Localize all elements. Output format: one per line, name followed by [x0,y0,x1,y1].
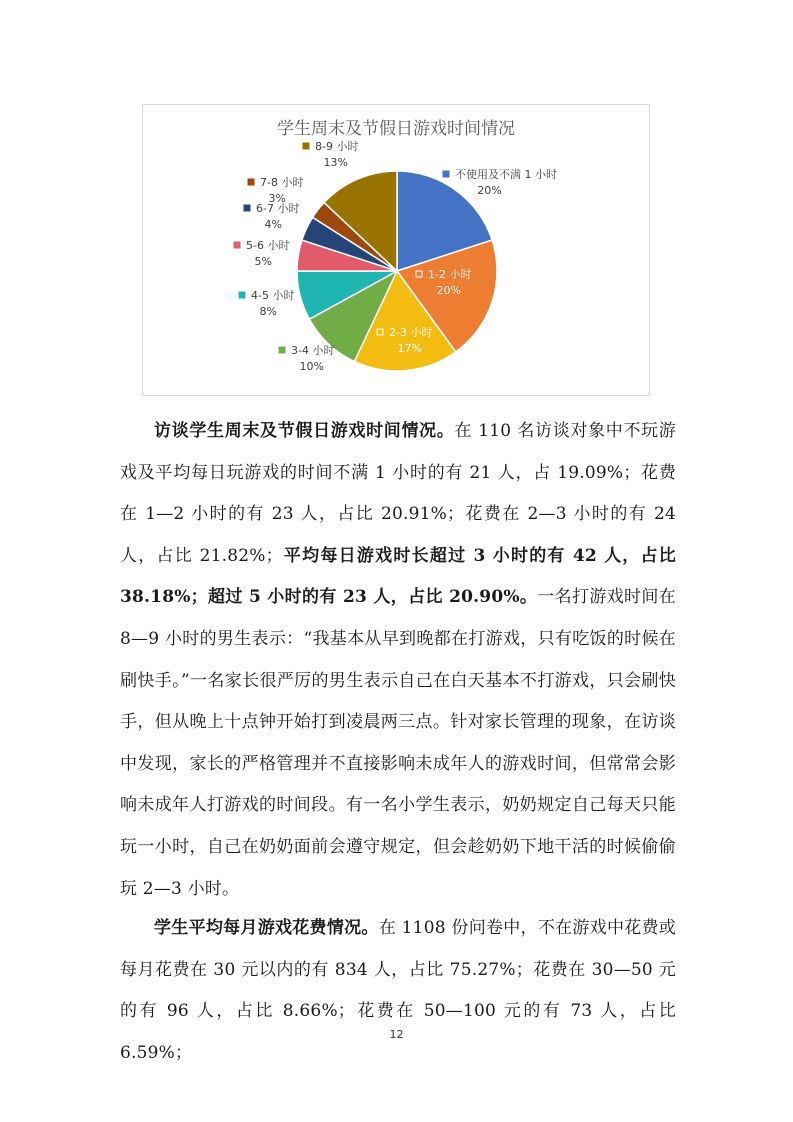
paragraph-lead: 访谈学生周末及节假日游戏时间情况。 [154,421,455,441]
slice-label: 4-5 小时 [251,289,295,302]
legend-marker [443,171,449,177]
slice-percent: 20% [477,184,502,197]
slice-label: 8-9 小时 [315,140,359,153]
pie-chart-svg [143,105,649,395]
slice-percent: 5% [254,255,272,268]
legend-marker [244,205,250,211]
paragraph-game-spending [120,908,676,1074]
slice-percent: 13% [323,156,348,169]
paragraph-game-time [120,411,676,910]
slice-percent: 8% [259,305,277,318]
page-number: 12 [389,1028,404,1041]
slice-percent: 20% [436,284,461,297]
slice-label: 7-8 小时 [260,176,304,189]
legend-marker [234,242,240,248]
slice-percent: 4% [264,218,282,231]
legend-marker [248,179,254,185]
legend-marker [239,292,245,298]
legend-marker [303,143,309,149]
slice-percent: 3% [268,192,286,205]
slice-label: 2-3 小时 [389,326,433,339]
paragraph-text: 一名打游戏时间在 8—9 小时的男生表示：“我基本从早到晚都在打游戏，只有吃饭的时候在刷快手。”一名家长很严厉的男生表示自己在白天基本不打游戏，只会刷快手，但从晚上十点钟开始打到凌晨两三点。针对家长管理的现象，在访谈中发现，家长的严格管理并不直接影响未成年人的游戏时间，但常常会影响未成年人打游戏的时间段。有一名小学生表示，奶奶规定自己每天只能玩一小时，自己在奶奶面前会遵守规定，但会趁奶奶下地干活的时候偷偷玩 2—3 小时。 [120,587,676,899]
chart-title: 学生周末及节假日游戏时间情况 [277,119,515,139]
legend-marker [279,347,285,353]
slice-percent: 10% [299,360,324,373]
paragraph-bold-text: 平均每日游戏时长超过 3 小时的有 42 人，占比 38.18%；超过 5 小时的有 23 人，占比 20.90%。 [120,545,676,608]
slice-label: 1-2 小时 [428,268,472,281]
slice-label: 5-6 小时 [246,239,290,252]
paragraph-lead: 学生平均每月游戏花费情况。 [154,918,379,938]
slice-label: 3-4 小时 [291,344,335,357]
paragraph-text: 在 1108 份问卷中，不在游戏中花费或每月花费在 30 元以内的有 834 人，占比 75.27%；花费在 30—50 元的有 96 人，占比 8.66%；花费在 50—100 元的有 73 人，占比 6.59%； [120,918,676,1063]
slice-label: 6-7 小时 [256,202,300,215]
slice-label: 不使用及不满 1 小时 [455,168,557,181]
pie-chart [142,104,650,396]
paragraph-text: 在 110 名访谈对象中不玩游戏及平均每日玩游戏的时间不满 1 小时的有 21 人，占 19.09%；花费在 1—2 小时的有 23 人，占比 20.91%；花费在 2—3 小时的有 24 人，占比 21.82%； [120,421,676,566]
slice-percent: 17% [397,342,422,355]
